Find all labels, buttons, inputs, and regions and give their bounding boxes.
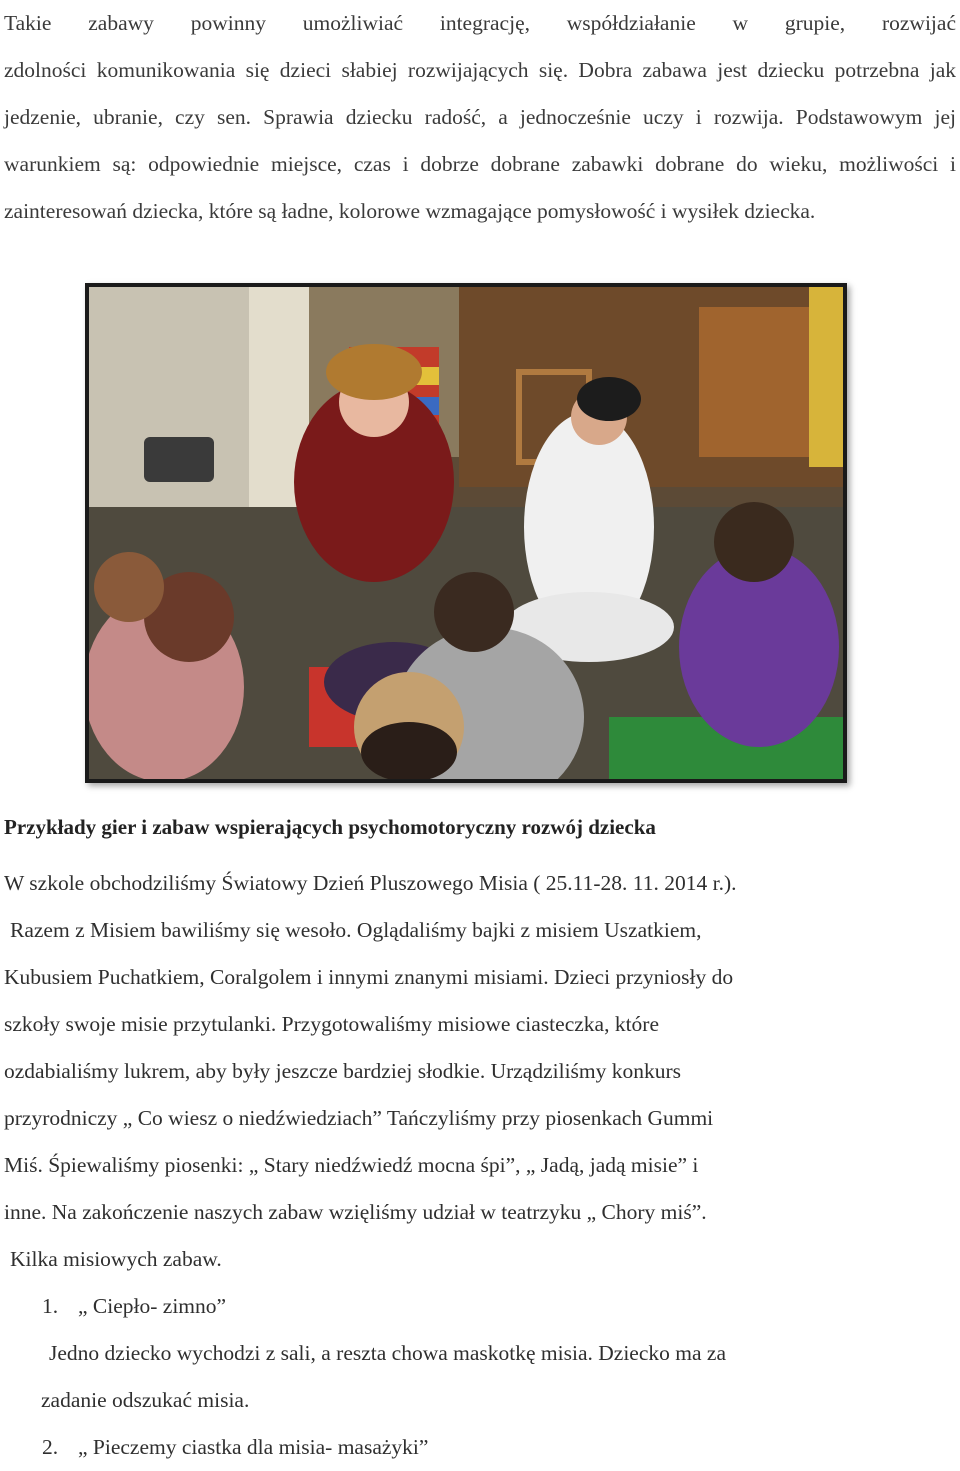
body-line: Kubusiem Puchatkiem, Coralgolem i innymi znanymi misiami. Dzieci przyniosły do <box>4 965 734 989</box>
game-description-line: Jedno dziecko wychodzi z sali, a reszta chowa maskotkę misia. Dziecko ma za <box>49 1341 726 1365</box>
body-line: ozdabialiśmy lukrem, aby były jeszcze bardziej słodkie. Urządziliśmy konkurs <box>4 1059 682 1083</box>
game-number: 1. <box>42 1294 59 1318</box>
body-line: przyrodniczy „ Co wiesz o niedźwiedziach” Tańczyliśmy przy piosenkach Gummi <box>4 1106 714 1130</box>
game-title: „ Pieczemy ciastka dla misia- masażyki” <box>78 1435 429 1459</box>
game-list-item <box>4 1424 954 1471</box>
game-description-line: zadanie odszukać misia. <box>41 1388 250 1412</box>
photo-scene <box>89 287 843 779</box>
intro-rest: zdolności komunikowania się dzieci słabiej rozwijających się. Dobra zabawa jest dziecku potrzebna jak jedzenie, ubranie, czy sen. Sprawia dziecku radość, a jednocześnie uczy i rozwija. Podstawowym jej warunkiem są: odpowiednie miejsce, czas i dobrze dobrane zabawki dobrane do wieku, możliwości i zainteresowań dziecka, które są ładne, kolorowe wzmagające pomysłowość i wysiłek dziecka. <box>4 58 956 223</box>
body-text <box>4 860 954 1471</box>
body-line: inne. Na zakończenie naszych zabaw wzięliśmy udział w teatrzyku „ Chory miś”. <box>4 1200 707 1224</box>
body-line: Miś. Śpiewaliśmy piosenki: „ Stary niedźwiedź mocna śpi”, „ Jadą, jadą misie” i <box>4 1153 699 1177</box>
game-number: 2. <box>42 1435 59 1459</box>
body-line: W szkole obchodziliśmy Światowy Dzień Pluszowego Misia ( 25.11-28. 11. 2014 r.). <box>4 871 737 895</box>
game-list-item <box>4 1283 954 1330</box>
body-line: Kilka misiowych zabaw. <box>10 1247 222 1271</box>
intro-paragraph <box>4 0 956 235</box>
activity-photo <box>85 283 847 783</box>
body-line: Razem z Misiem bawiliśmy się wesoło. Oglądaliśmy bajki z misiem Uszatkiem, <box>10 918 702 942</box>
body-line: szkoły swoje misie przytulanki. Przygotowaliśmy misiowe ciasteczka, które <box>4 1012 660 1036</box>
intro-first-line: Takie zabawy powinny umożliwiać integrację, współdziałanie w grupie, rozwijać <box>4 11 956 35</box>
game-title: „ Ciepło- zimno” <box>78 1294 227 1318</box>
section-heading: Przykłady gier i zabaw wspierających psychomotoryczny rozwój dziecka <box>4 815 656 839</box>
